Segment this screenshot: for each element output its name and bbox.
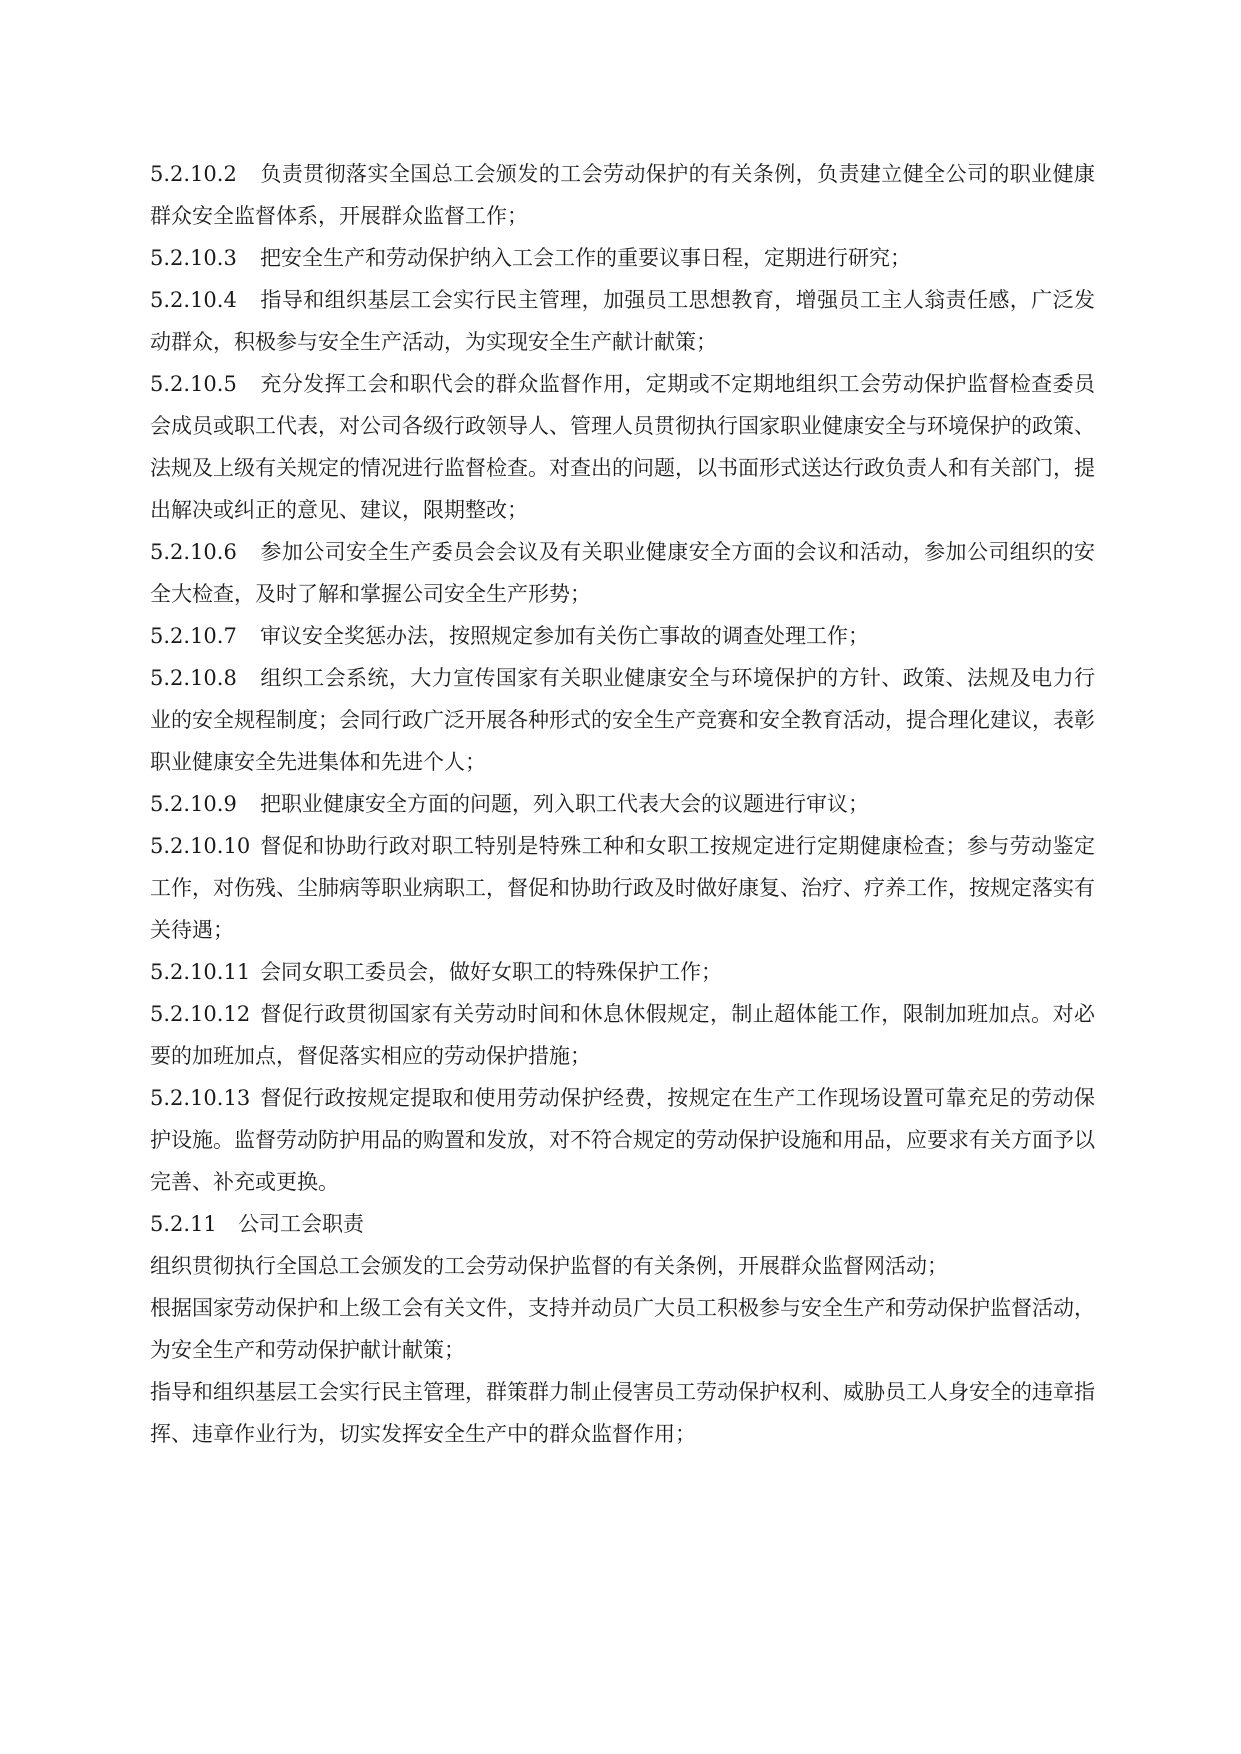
- clause-5-2-10-12: [150, 993, 1095, 1077]
- clause-text: 督促行政贯彻国家有关劳动时间和休息休假规定，制止超体能工作，限制加班加点。对必要的加班加点，督促落实相应的劳动保护措施；: [150, 1002, 1095, 1068]
- duty-text: 指导和组织基层工会实行民主管理，群策群力制止侵害员工劳动保护权利、威胁员工人身安全的违章指挥、违章作业行为，切实发挥安全生产中的群众监督作用；: [150, 1380, 1095, 1446]
- clause-5-2-10-3: [150, 237, 1095, 279]
- clause-5-2-10-6: [150, 531, 1095, 615]
- clause-text: 把职业健康安全方面的问题，列入职工代表大会的议题进行审议；: [260, 792, 869, 816]
- duty-text: 组织贯彻执行全国总工会颁发的工会劳动保护监督的有关条例，开展群众监督网活动；: [150, 1254, 948, 1278]
- duty-text: 根据国家劳动保护和上级工会有关文件，支持并动员广大员工积极参与安全生产和劳动保护监督活动，为安全生产和劳动保护献计献策；: [150, 1296, 1095, 1362]
- clause-number: 5.2.10.8: [150, 666, 237, 690]
- clause-text: 督促行政按规定提取和使用劳动保护经费，按规定在生产工作现场设置可靠充足的劳动保护设施。监督劳动防护用品的购置和发放，对不符合规定的劳动保护设施和用品，应要求有关方面予以完善、补充或更换。: [150, 1086, 1095, 1194]
- section-number: 5.2.11: [150, 1212, 217, 1236]
- clause-text: 会同女职工委员会，做好女职工的特殊保护工作；: [260, 960, 722, 984]
- document-body: [150, 153, 1095, 1455]
- clause-text: 指导和组织基层工会实行民主管理，加强员工思想教育，增强员工主人翁责任感，广泛发动群众，积极参与安全生产活动，为实现安全生产献计献策；: [150, 288, 1095, 354]
- clause-number: 5.2.10.4: [150, 288, 237, 312]
- clause-text: 审议安全奖惩办法，按照规定参加有关伤亡事故的调查处理工作；: [260, 624, 869, 648]
- section-heading-5-2-11: [150, 1203, 1095, 1245]
- section-title: 公司工会职责: [238, 1212, 364, 1236]
- clause-5-2-10-13: [150, 1077, 1095, 1203]
- clause-number: 5.2.10.7: [150, 624, 237, 648]
- clause-5-2-10-8: [150, 657, 1095, 783]
- clause-5-2-10-10: [150, 825, 1095, 951]
- clause-number: 5.2.10.3: [150, 246, 237, 270]
- duty-paragraph: [150, 1245, 1095, 1287]
- duty-paragraph: [150, 1287, 1095, 1371]
- clause-text: 督促和协助行政对职工特别是特殊工种和女职工按规定进行定期健康检查；参与劳动鉴定工作，对伤残、尘肺病等职业病职工，督促和协助行政及时做好康复、治疗、疗养工作，按规定落实有关待遇；: [150, 834, 1095, 942]
- clause-5-2-10-11: [150, 951, 1095, 993]
- clause-number: 5.2.10.9: [150, 792, 237, 816]
- clause-text: 负责贯彻落实全国总工会颁发的工会劳动保护的有关条例，负责建立健全公司的职业健康群众安全监督体系，开展群众监督工作；: [150, 162, 1095, 228]
- clause-number: 5.2.10.11: [150, 960, 251, 984]
- clause-5-2-10-5: [150, 363, 1095, 531]
- duty-paragraph: [150, 1371, 1095, 1455]
- clause-number: 5.2.10.13: [150, 1086, 251, 1110]
- clause-5-2-10-4: [150, 279, 1095, 363]
- clause-5-2-10-7: [150, 615, 1095, 657]
- clause-5-2-10-9: [150, 783, 1095, 825]
- clause-number: 5.2.10.6: [150, 540, 237, 564]
- clause-5-2-10-2: [150, 153, 1095, 237]
- clause-number: 5.2.10.5: [150, 372, 237, 396]
- clause-text: 组织工会系统，大力宣传国家有关职业健康安全与环境保护的方针、政策、法规及电力行业的安全规程制度；会同行政广泛开展各种形式的安全生产竞赛和安全教育活动，提合理化建议，表彰职业健康安全先进集体和先进个人；: [150, 666, 1095, 774]
- clause-text: 参加公司安全生产委员会会议及有关职业健康安全方面的会议和活动，参加公司组织的安全大检查，及时了解和掌握公司安全生产形势；: [150, 540, 1095, 606]
- clause-number: 5.2.10.10: [150, 834, 251, 858]
- clause-number: 5.2.10.12: [150, 1002, 251, 1026]
- clause-text: 充分发挥工会和职代会的群众监督作用，定期或不定期地组织工会劳动保护监督检查委员会成员或职工代表，对公司各级行政领导人、管理人员贯彻执行国家职业健康安全与环境保护的政策、法规及上级有关规定的情况进行监督检查。对查出的问题，以书面形式送达行政负责人和有关部门，提出解决或纠正的意见、建议，限期整改；: [150, 372, 1095, 522]
- clause-number: 5.2.10.2: [150, 162, 237, 186]
- clause-text: 把安全生产和劳动保护纳入工会工作的重要议事日程，定期进行研究；: [260, 246, 911, 270]
